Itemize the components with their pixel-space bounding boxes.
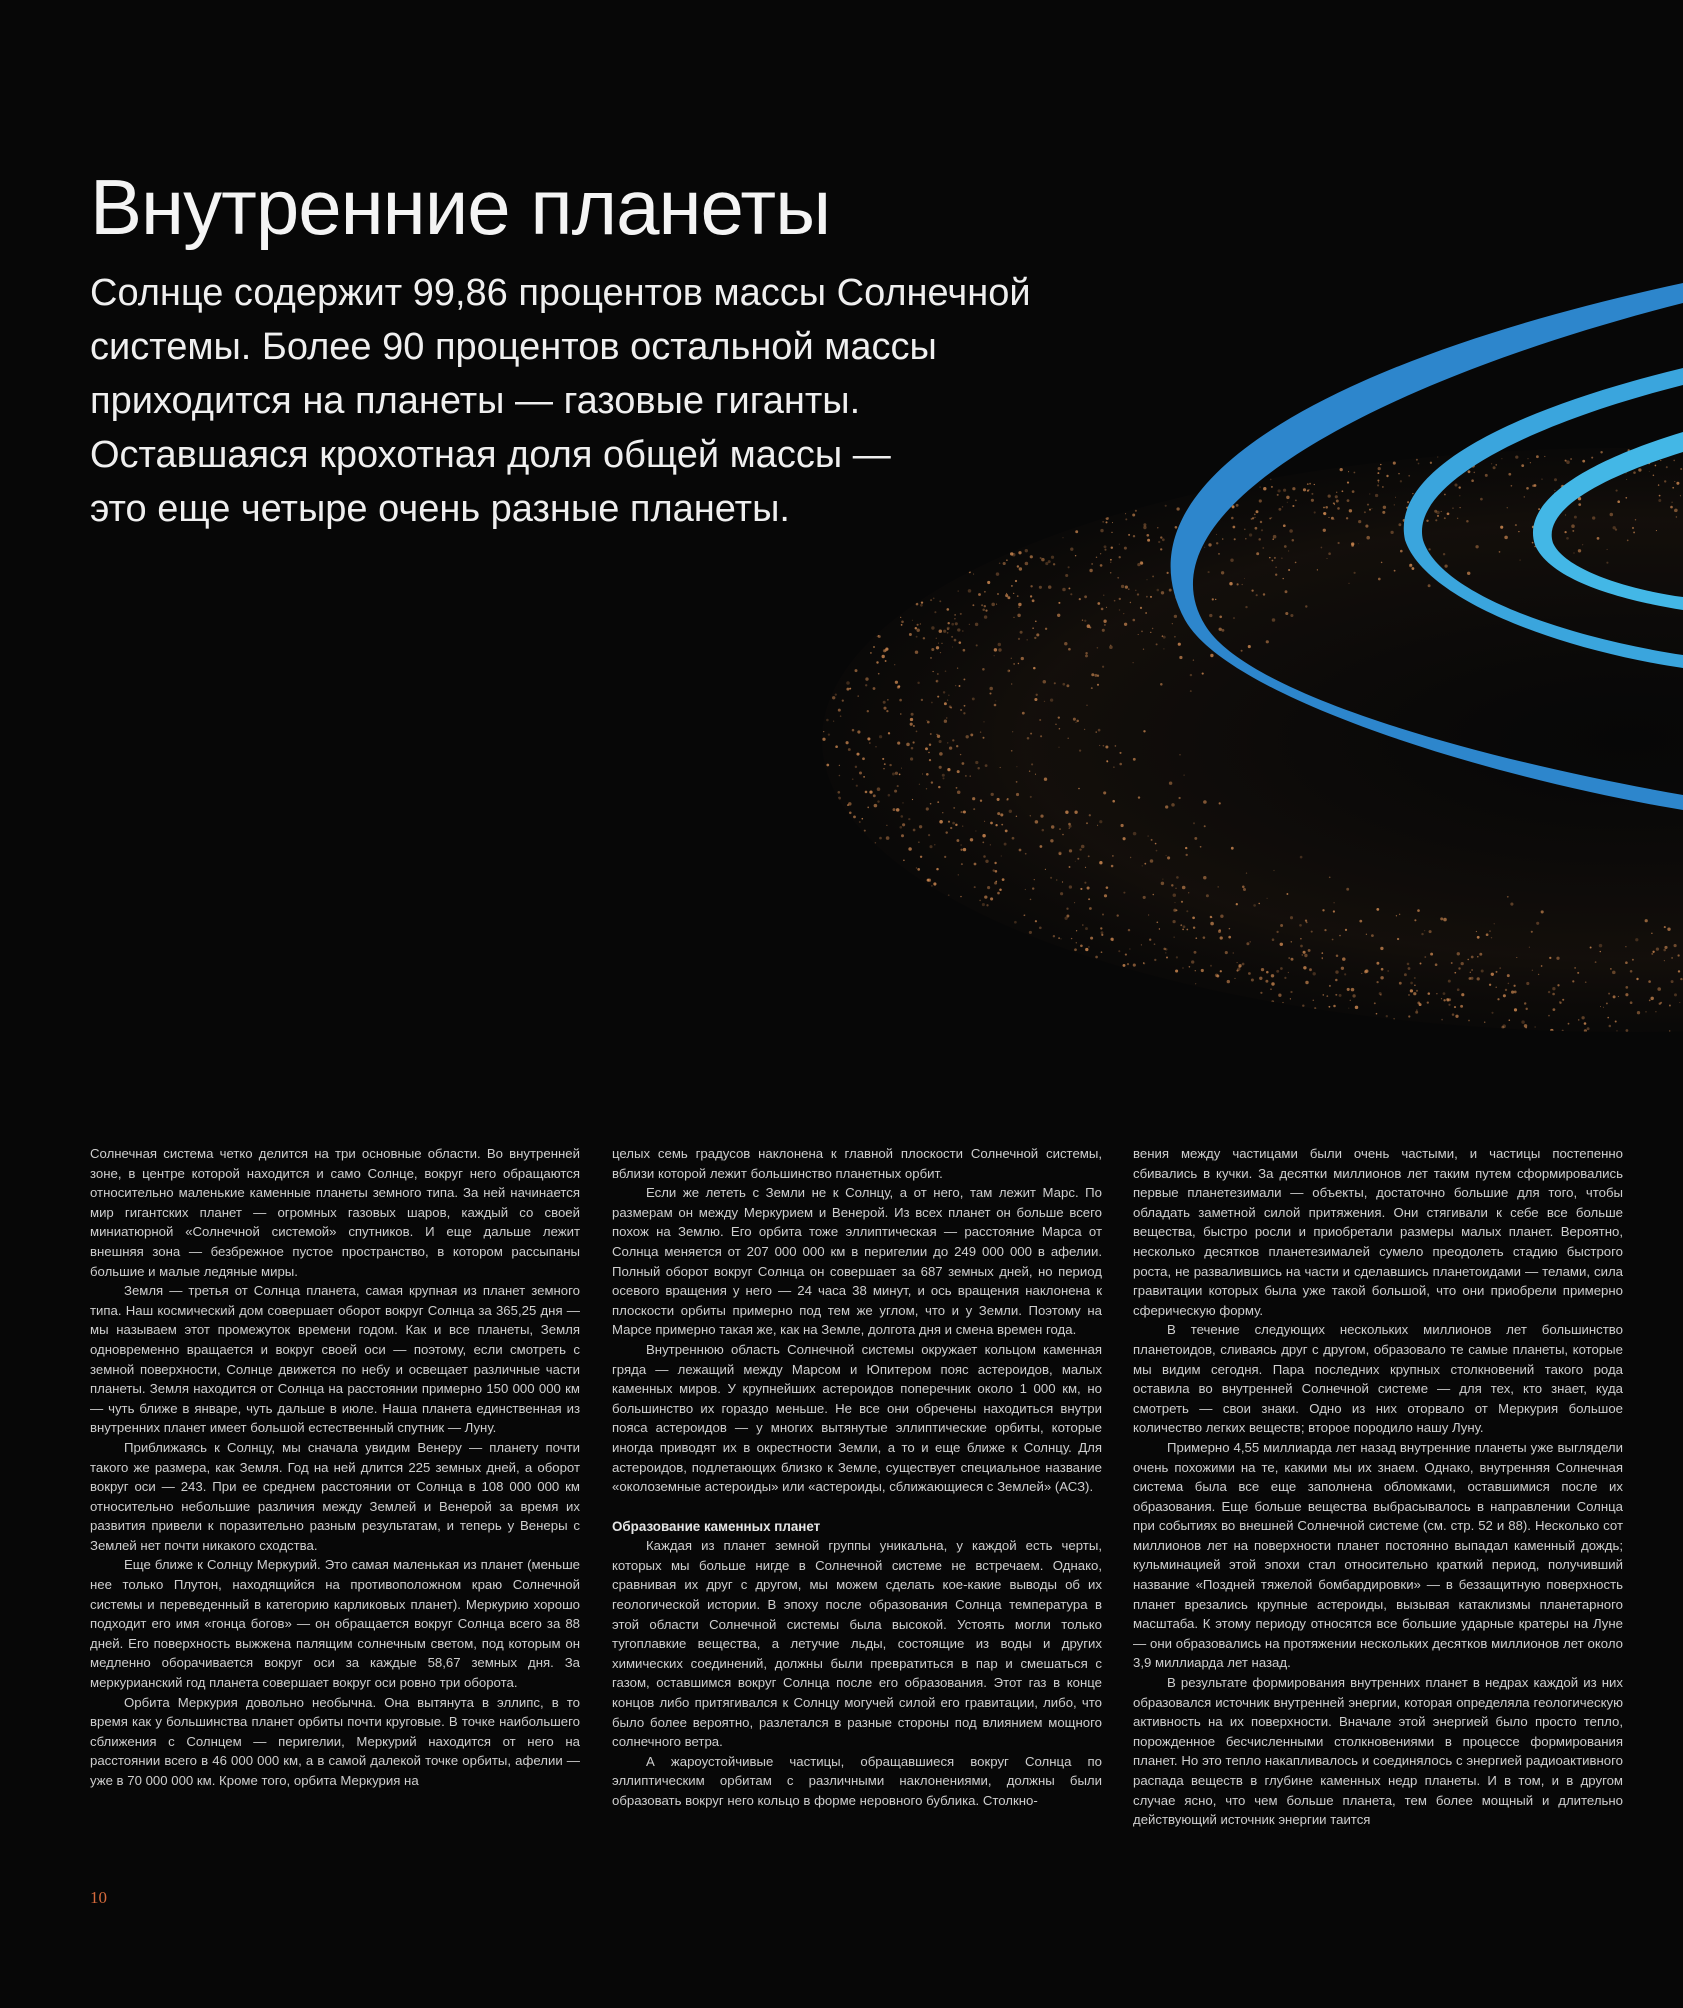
text-column-3 — [1133, 1144, 1623, 1830]
lead-line: Солнце содержит 99,86 процентов массы Солнечной — [90, 272, 1031, 314]
body-paragraph: Внутреннюю область Солнечной системы окружает кольцом каменная гряда — лежащий между Марсом и Юпитером пояс астероидов, малых каменных миров. У крупнейших астероидов поперечник около 1 000 км, но большинство их гораздо меньше. Не все они обречены находиться внутри пояса астероидов — у многих вытянутые эллиптические орбиты, которые иногда приводят их в окрестности Земли, а то и еще ближе к Солнцу. Для астероидов, подлетающих близко к Земле, существует специальное название «околоземные астероиды» или «астероиды, сближающиеся с Землей» (АСЗ). — [612, 1341, 1102, 1495]
body-paragraph: Если же лететь с Земли не к Солнцу, а от него, там лежит Марс. По размерам он между Меркурием и Венерой. Из всех планет он больше всего похож на Землю. Его орбита тоже эллиптическая — расстояние Марса от Солнца меняется от 207 000 000 км в перигелии до 249 000 000 в афелии. Полный оборот вокруг Солнца он совершает за 687 земных дней, но период осевого вращения у него — 24 часа 38 минут, и ось вращения наклонена к плоскости орбиты примерно под тем же углом, что и у Земли. Поэтому на Марсе примерно такая же, как на Земле, долгота дня и смена времен года. — [612, 1185, 1102, 1338]
body-paragraph: Земля — третья от Солнца планета, самая крупная из планет земного типа. Наш космический дом совершает оборот вокруг Солнца за 365,25 дня — мы называем этот промежуток времени годом. Как и все планеты, Земля одновременно вращается и вокруг своей оси — поэтому, если смотреть с земной поверхности, Солнце движется по небу и освещает различные части планеты. Земля находится от Солнца на расстоянии примерно 150 000 000 км — чуть ближе в январе, чуть дальше в июле. Наша планета единственная из внутренних планет имеет большой естественный спутник — Луну. — [90, 1283, 580, 1436]
body-paragraph: целых семь градусов наклонена к главной плоскости Солнечной системы, вблизи которой лежит большинство планетных орбит. — [612, 1146, 1102, 1181]
body-paragraph: В течение следующих нескольких миллионов лет большинство планетоидов, сливаясь друг с другом, образовало те самые планеты, которые мы видим сегодня. Пара последних крупных столкновений такого рода оставила во внутренней Солнечной системе — для тех, кто знает, куда смотреть — свои знаки. Одно из них оторвало от Меркурия большое количество легких веществ; второе породило нашу Луну. — [1133, 1322, 1623, 1436]
lead-line: Оставшаяся крохотная доля общей массы — — [90, 434, 891, 476]
page-title: Внутренние планеты — [90, 163, 831, 251]
body-paragraph: В результате формирования внутренних планет в недрах каждой из них образовался источник внутренней энергии, которая определяла геологическую активность на их поверхности. Вначале этой энергией было просто тепло, порожденное бесчисленными столкновениями в процессе формирования планет. Но это тепло накапливалось и соединялось с энергией радиоактивного распада веществ в глубине каменных недр планеты. И в том, и в другом случае ясно, что чем больше планета, тем более мощный и длительно действующий источник энергии таится — [1133, 1675, 1623, 1828]
section-subheading: Образование каменных планет — [612, 1518, 821, 1534]
lead-line: системы. Более 90 процентов остальной массы — [90, 326, 937, 368]
body-paragraph: Примерно 4,55 миллиарда лет назад внутренние планеты уже выглядели очень похожими на те, какими мы их знаем. Однако, внутренняя Солнечная система была все еще заполнена обломками, оставшимися после их образования. Еще больше вещества выбрасывалось в направлении Солнца при событиях во внешней Солнечной системе (см. стр. 52 и 88). Несколько сот миллионов лет на поверхности планет постоянно выпадал каменный дождь; кульминацией этой эпохи стал относительно краткий период, получивший название «Поздней тяжелой бомбардировки» — в беззащитную поверхность планет врезались крупные астероиды, вызывая катаклизмы планетарного масштаба. К этому периоду относятся все большие ударные кратеры на Луне — они образовались на протяжении нескольких десятков миллионов лет около 3,9 миллиарда лет назад. — [1133, 1439, 1623, 1671]
lead-line: приходится на планеты — газовые гиганты. — [90, 380, 861, 422]
body-paragraph: Еще ближе к Солнцу Меркурий. Это самая маленькая из планет (меньше нее только Плутон, находящийся на противоположном краю Солнечной системы и переведенный в категорию карликовых планет). Меркурию хорошо подходит его имя «гонца богов» — он обращается вокруг Солнца всего за 88 дней. Его поверхность выжжена палящим солнечным светом, под которым он медленно оборачивается вокруг оси за каждые 58,67 земных дня. За меркурианский год планета совершает вокруг оси ровно три оборота. — [90, 1557, 580, 1691]
lead-line: это еще четыре очень разные планеты. — [90, 488, 790, 530]
text-column-2 — [612, 1144, 1102, 1811]
body-paragraph: А жароустойчивые частицы, обращавшиеся вокруг Солнца по эллиптическим орбитам с различными наклонениями, должны были образовать вокруг него кольцо в форме неровного бублика. Столкно- — [612, 1753, 1102, 1808]
body-paragraph: Каждая из планет земной группы уникальна, у каждой есть черты, которых мы больше нигде в Солнечной системе не встречаем. Однако, сравнивая их друг с другом, мы можем сделать кое-какие выводы об их геологической истории. В эпоху после образования Солнца температура в этой области Солнечной системы была высокой. Устоять могли только тугоплавкие вещества, а летучие льды, состоящие из воды и других химических соединений, должны были превратиться в пар и смешаться с газом, оставшимся вокруг Солнца после его образования. Этот газ в конце концов либо притягивался к Солнцу могучей силой его гравитации, либо, что было более вероятно, разлетался в разные стороны под влиянием мощного солнечного ветра. — [612, 1538, 1102, 1750]
body-paragraph: Солнечная система четко делится на три основные области. Во внутренней зоне, в центре которой находится и само Солнце, вокруг него обращаются относительно маленькие каменные планеты земного типа. За ней начинается мир гигантских планет — огромных газовых шаров, каждый со своей миниатюрной «Солнечной системой» спутников. И еще дальше лежит внешняя зона — безбрежное пустое пространство, в котором рассыпаны большие и малые ледяные миры. — [90, 1146, 580, 1279]
lead-paragraph — [90, 266, 1100, 536]
body-paragraph: Орбита Меркурия довольно необычна. Она вытянута в эллипс, в то время как у большинства планет орбиты почти круговые. В точке наибольшего сближения с Солнцем — перигелии, Меркурий находится от него на расстоянии всего в 46 000 000 км, а в самой далекой точке орбиты, афелии — уже в 70 000 000 км. Кроме того, орбита Меркурия на — [90, 1694, 580, 1788]
body-paragraph: вения между частицами были очень частыми, и частицы постепенно сбивались в кучки. За десятки миллионов лет таким путем сформировались первые планетезимали — объекты, достаточно большие для того, чтобы обладать заметной силой притяжения. Они стягивали к себе все больше вещества, быстро росли и приобретали размеры малых планет. Вероятно, несколько десятков планетезималей сумело преодолеть стадию быстрого роста, не развалившись на части и сделавшись планетоидами — телами, сила гравитации которых была уже такой большой, что они приобрели примерно сферическую форму. — [1133, 1146, 1623, 1318]
page-number: 10 — [90, 1888, 107, 1907]
body-paragraph: Приближаясь к Солнцу, мы сначала увидим Венеру — планету почти такого же размера, как Земля. Год на ней длится 225 земных дней, а оборот вокруг оси — 243. При ее среднем расстоянии от Солнца в 108 000 000 км относительно небольшие различия между Землей и Венерой за время их развития привели к поразительно разным результатам, и теперь у Венеры с Землей нет почти никакого сходства. — [90, 1439, 580, 1553]
text-column-1 — [90, 1144, 580, 1791]
